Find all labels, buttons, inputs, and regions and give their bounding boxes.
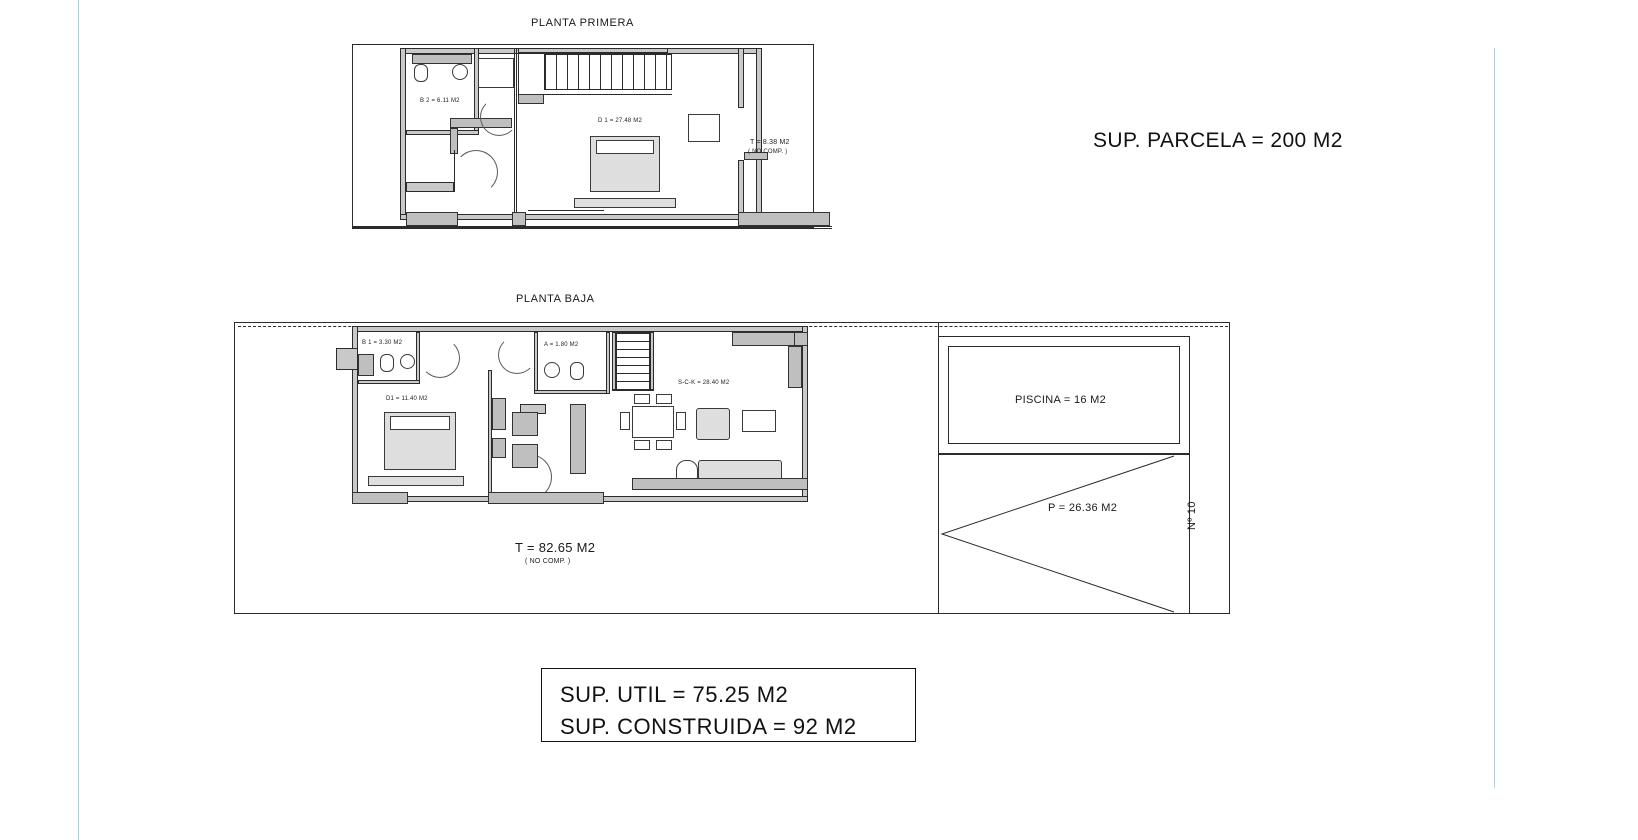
lower-terrace-step-bottom-2 — [488, 492, 604, 504]
lower-aseo-wall-left — [534, 332, 538, 394]
plot-area-label: SUP. PARCELA = 200 M2 — [1093, 129, 1343, 152]
lower-sink-icon — [400, 354, 415, 369]
upper-stair-wall-top — [518, 48, 668, 53]
lower-chair-2 — [656, 394, 672, 404]
lower-kitchen-counter — [732, 332, 802, 346]
upper-rug — [574, 198, 676, 208]
upper-bottom-edge — [352, 228, 832, 229]
lower-armchair — [696, 408, 730, 440]
lower-entry-step — [570, 404, 586, 474]
lower-door-arc-bath — [420, 338, 460, 378]
upper-balcony-ledge-2 — [512, 212, 526, 226]
summary-useful-area: SUP. UTIL = 75.25 M2 — [560, 682, 789, 707]
lower-chair-1 — [634, 394, 650, 404]
upper-terrace-label: T = 8.38 M2 — [750, 139, 790, 146]
lower-room-label-d1: D1 = 11.40 M2 — [386, 396, 428, 402]
lower-terrace-step-bottom — [352, 492, 408, 504]
upper-window-band — [528, 210, 604, 211]
upper-wall-mid-left — [406, 182, 454, 192]
lower-aseo-sink-icon — [544, 362, 560, 378]
lower-bath-wall-bottom — [358, 380, 420, 384]
lower-terrace-note: ( NO COMP. ) — [525, 558, 571, 565]
lower-hall-closet — [512, 412, 538, 436]
upper-toilet-icon — [414, 64, 428, 82]
lower-room-label-a: A = 1.80 M2 — [544, 342, 579, 348]
lower-hall-closet-2 — [512, 444, 538, 468]
lower-toilet-icon — [380, 354, 394, 372]
lower-chair-3 — [634, 440, 650, 450]
summary-box — [541, 668, 916, 742]
upper-stair-side — [518, 54, 519, 94]
lower-bedroom-wall — [488, 370, 492, 496]
parking-label: P = 26.36 M2 — [1048, 502, 1118, 514]
upper-bed-pillow — [596, 140, 654, 154]
upper-balcony-ledge-3 — [738, 212, 830, 226]
upper-terrace-wall — [738, 48, 744, 108]
lower-stair-wall-right — [650, 332, 654, 390]
page-guide-right — [1494, 48, 1495, 788]
lower-wall-right — [802, 326, 808, 502]
lower-aseo-toilet-icon — [570, 362, 584, 380]
plot-number-label: Nº 10 — [1186, 501, 1198, 530]
pool-label: PISCINA = 16 M2 — [1015, 394, 1107, 406]
upper-wall-right — [756, 48, 762, 220]
lower-room-label-b1: B 1 = 3.30 M2 — [362, 340, 403, 346]
lower-terrace-label: T = 82.65 M2 — [515, 540, 596, 555]
upper-bath-fixture-counter — [412, 54, 472, 64]
lower-kitchen-counter-side — [788, 346, 802, 388]
upper-stair-landing — [518, 94, 544, 104]
upper-door-arc-bedroom — [454, 150, 498, 194]
lower-left-bump — [336, 348, 358, 370]
lower-stair-bottom — [612, 390, 654, 391]
lower-side-table — [742, 410, 776, 432]
lower-aseo-wall-bottom — [534, 390, 610, 394]
lower-aseo-wall-right — [606, 332, 610, 394]
lower-chair-4 — [656, 440, 672, 450]
upper-hall-wall-2 — [516, 48, 517, 220]
parking-arrow-icon — [938, 454, 1190, 614]
upper-bottom-edge-2 — [352, 226, 832, 227]
lower-door-arc-aseo — [498, 336, 536, 374]
upper-door-arc-hall — [480, 98, 518, 136]
upper-projection-line — [400, 44, 810, 45]
upper-plan-title: PLANTA PRIMERA — [531, 17, 634, 29]
upper-room-label-b2: B 2 = 6.11 M2 — [420, 98, 460, 104]
upper-hall-wall — [514, 48, 515, 220]
lower-plan-title: PLANTA BAJA — [516, 293, 595, 305]
lower-room-label-sck: S-C-K = 28.40 M2 — [678, 380, 730, 386]
upper-floor-plan — [352, 40, 832, 235]
lower-chair-6 — [676, 412, 686, 430]
lower-terrace-step-bottom-3 — [632, 478, 808, 490]
page-guide-left — [78, 0, 79, 840]
upper-terrace-wall-lower — [738, 160, 744, 220]
lower-floor-plan — [234, 318, 1234, 618]
upper-nightstand — [688, 114, 720, 142]
upper-shower-icon — [478, 58, 514, 88]
upper-balcony-ledge — [406, 212, 458, 226]
lower-chair-5 — [620, 412, 630, 430]
upper-bath-wall-bottom — [406, 130, 479, 135]
lower-bedroom-rug — [368, 476, 464, 486]
summary-built-area: SUP. CONSTRUIDA = 92 M2 — [560, 713, 857, 739]
lower-bed-pillow — [390, 416, 450, 430]
lower-dining-table — [632, 406, 674, 438]
upper-staircase — [544, 54, 672, 90]
upper-room-label-d1: D 1 = 27.48 M2 — [598, 118, 642, 124]
lower-bedroom-wardrobe-2 — [492, 438, 506, 458]
upper-terrace-note: ( NO COMP. ) — [748, 149, 788, 155]
upper-sink-icon — [452, 64, 468, 80]
upper-door-leaf-bedroom — [454, 150, 455, 192]
lower-bath-counter — [358, 354, 374, 376]
lower-bedroom-wardrobe — [492, 398, 506, 430]
lower-terrace-step-right — [794, 332, 808, 346]
lower-staircase — [616, 332, 650, 390]
